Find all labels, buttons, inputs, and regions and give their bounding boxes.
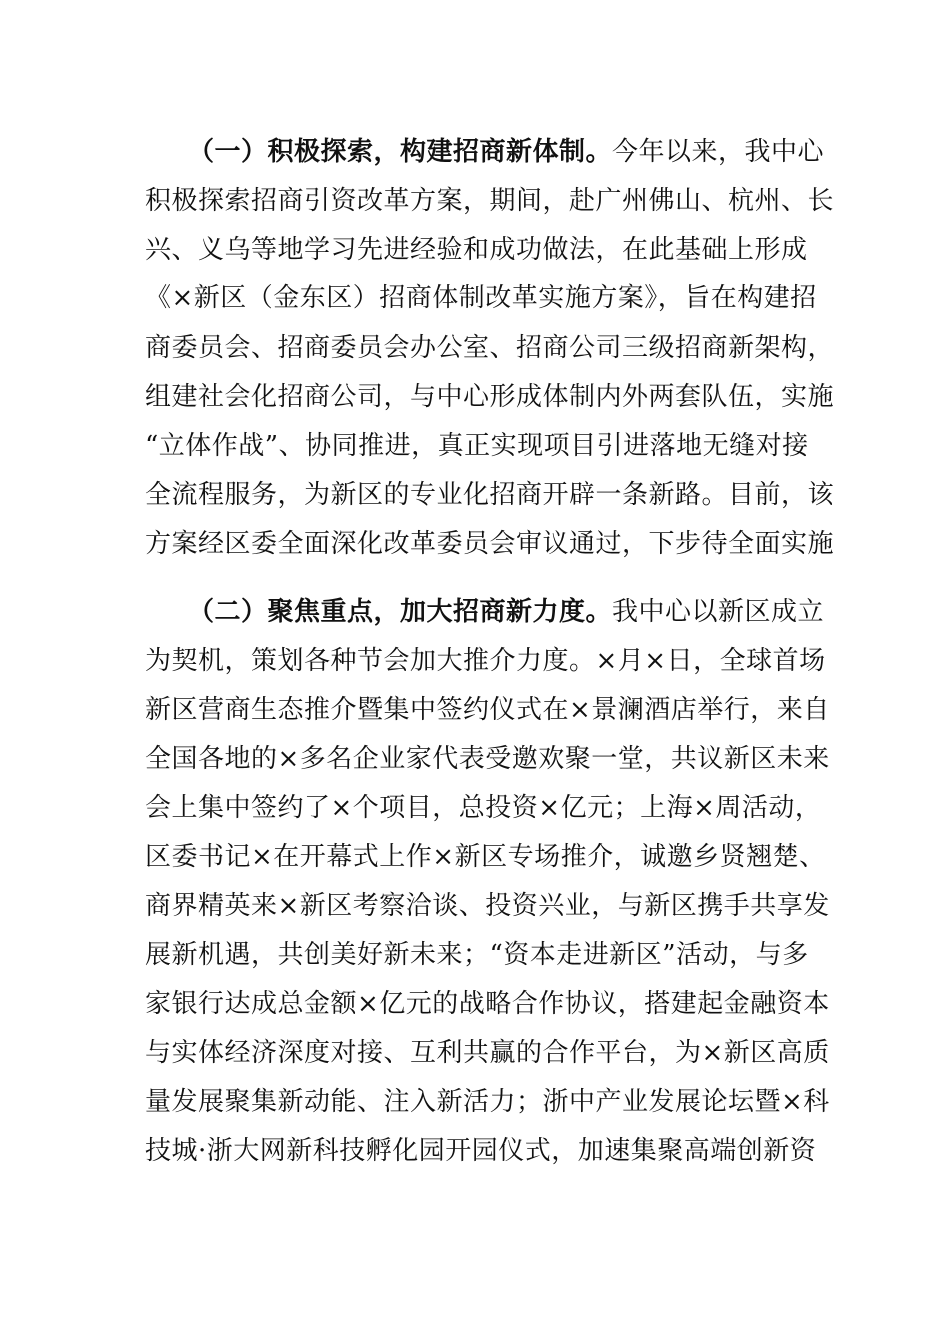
paragraph-line: 为契机，策划各种节会加大推介力度。×月×日，全球首场: [145, 646, 826, 676]
paragraph-text: 今年以来，我中心: [612, 137, 825, 167]
section-heading: （一）积极探索，构建招商新体制。: [188, 137, 613, 167]
paragraph-line: 量发展聚集新动能、注入新活力；浙中产业发展论坛暨×科: [145, 1087, 830, 1117]
paragraph-line: 技城·浙大网新科技孵化园开园仪式，加速集聚高端创新资: [145, 1136, 817, 1166]
paragraph-line: [188, 130, 825, 174]
paragraph-line: 展新机遇，共创美好新未来；“资本走进新区”活动，与多: [145, 940, 809, 970]
section-heading: （二）聚焦重点，加大招商新力度。: [188, 597, 613, 627]
paragraph-line: 方案经区委全面深化改革委员会审议通过，下步待全面实施: [145, 529, 835, 559]
paragraph-line: 会上集中签约了×个项目，总投资×亿元；上海×周活动，: [145, 793, 822, 823]
paragraph-line: 区委书记×在开幕式上作×新区专场推介，诚邀乡贤翘楚、: [145, 842, 826, 872]
paragraph-line: [188, 590, 825, 634]
paragraph-line: 商界精英来×新区考察洽谈、投资兴业，与新区携手共享发: [145, 891, 830, 921]
paragraph-line: 《×新区（金东区）招商体制改革实施方案》，旨在构建招: [145, 283, 817, 313]
paragraph-line: 组建社会化招商公司，与中心形成体制内外两套队伍，实施: [145, 382, 835, 412]
paragraph-line: 与实体经济深度对接、互利共赢的合作平台，为×新区高质: [145, 1038, 830, 1068]
paragraph-line: “立体作战”、协同推进，真正实现项目引进落地无缝对接: [145, 431, 809, 461]
paragraph-line: 全流程服务，为新区的专业化招商开辟一条新路。目前，该: [145, 480, 835, 510]
paragraph-line: 商委员会、招商委员会办公室、招商公司三级招商新架构，: [145, 333, 835, 363]
paragraph-line: 积极探索招商引资改革方案，期间，赴广州佛山、杭州、长: [145, 186, 835, 216]
paragraph-text: 我中心以新区成立: [612, 597, 825, 627]
paragraph-line: 家银行达成总金额×亿元的战略合作协议，搭建起金融资本: [145, 989, 830, 1019]
paragraph-line: 新区营商生态推介暨集中签约仪式在×景澜酒店举行，来自: [145, 695, 830, 725]
paragraph-line: 兴、义乌等地学习先进经验和成功做法，在此基础上形成: [145, 235, 808, 265]
paragraph-line: 全国各地的×多名企业家代表受邀欢聚一堂，共议新区未来: [145, 744, 830, 774]
